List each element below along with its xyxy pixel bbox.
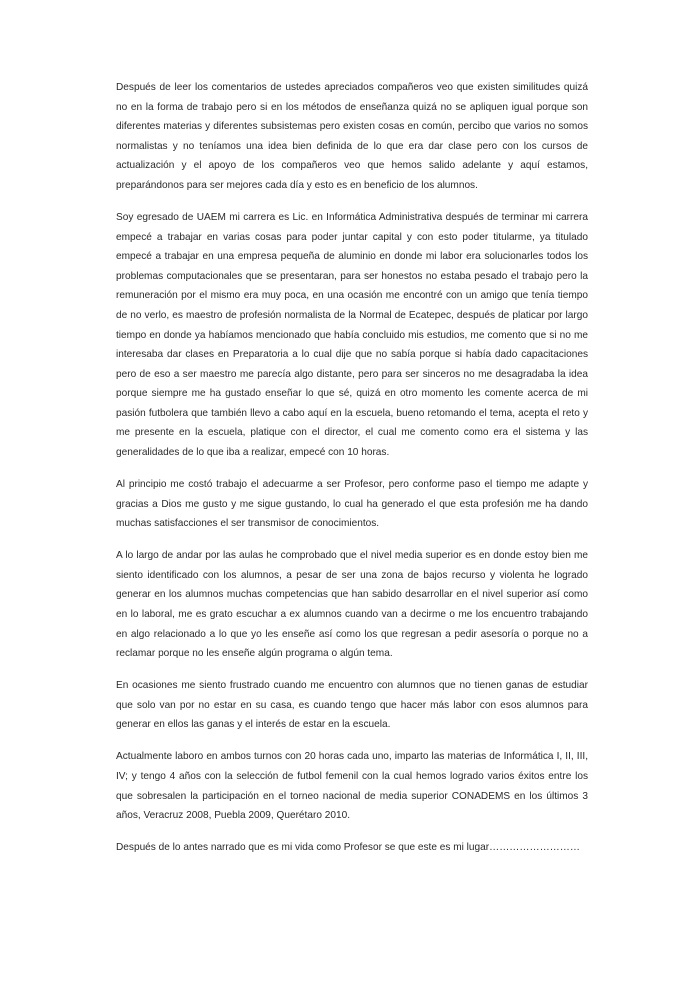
paragraph-frustration: En ocasiones me siento frustrado cuando me encuentro con alumnos que no tienen ganas de estudiar que solo van por no estar en su casa, es cuando tengo que hacer más labor con esos alumnos para generar en ellos las ganas y el interés de estar en la escuela. [116,680,588,731]
paragraph-adaptation: Al principio me costó trabajo el adecuarme a ser Profesor, pero conforme paso el tiempo me adapte y gracias a Dios me gusto y me sigue gustando, lo cual ha generado el que esta profesión me ha dando muchas satisfacciones el ser transmisor de conocimientos. [116,479,588,530]
paragraph-conclusion: Después de lo antes narrado que es mi vida como Profesor se que este es mi lugar……………………… [116,842,580,854]
paragraph-intro: Después de leer los comentarios de ustedes apreciados compañeros veo que existen similitudes quizá no en la forma de trabajo pero si en los métodos de enseñanza quizá no se apliquen igual porque son diferentes materias y diferentes subsistemas pero existen cosas en común, percibo que varios no somos normalistas y no teníamos una idea bien definida de lo que era dar clase pero con los cursos de actualización y el apoyo de los compañeros veo que hemos salido adelante y aquí estamos, preparándonos para ser mejores cada día y esto es en beneficio de los alumnos. [116,82,588,191]
paragraph-experience: A lo largo de andar por las aulas he comprobado que el nivel media superior es en donde estoy bien me siento identificado con los alumnos, a pesar de ser una zona de bajos recurso y violenta he logrado generar en los alumnos muchas competencias que han sabido desarrollar en el nivel superior así como en lo laboral, me es grato escuchar a ex alumnos cuando van a decirme o me los encuentro trabajando en algo relacionado a lo que yo les enseñe así como los que regresan a pedir asesoría o porque no a reclamar porque no les enseñe algún programa o algún tema. [116,550,588,660]
paragraph-current-work: Actualmente laboro en ambos turnos con 20 horas cada uno, imparto las materias de Informática I, II, III, IV; y tengo 4 años con la selección de futbol femenil con la cual hemos logrado varios éxitos entre los que sobresalen la participación en el torneo nacional de media superior CONADEMS en los últimos 3 años, Veracruz 2008, Puebla 2009, Querétaro 2010. [116,751,588,822]
paragraph-background: Soy egresado de UAEM mi carrera es Lic. en Informática Administrativa después de terminar mi carrera empecé a trabajar en varias cosas para poder juntar capital y con esto poder titularme, ya titulado empecé a trabajar en una empresa pequeña de aluminio en donde mi labor era solucionarles todos los problemas computacionales que se presentaran, para ser honestos no estaba pesado el trabajo pero la remuneración por el mismo era muy poca, en una ocasión me encontré con un amigo que tenía tiempo de no verlo, es maestro de profesión normalista de la Normal de Ecatepec, después de platicar por largo tiempo en donde ya habíamos mencionado que había concluido mis estudios, me comento que si no me interesaba dar clases en Preparatoria a lo cual dije que no sabía porque si había dado capacitaciones pero de eso a ser maestro me parecía algo distante, pero para ser sinceros no me desagradaba la idea porque siempre me ha gustado enseñar lo que sé, quizá en otro momento les comente acerca de mi pasión futbolera que también llevo a cabo aquí en la escuela, bueno retomando el tema, acepta el reto y me presente en la escuela, platique con el director, el cual me comento como era el sistema y las generalidades de lo que iba a realizar, empecé con 10 horas. [116,211,588,459]
